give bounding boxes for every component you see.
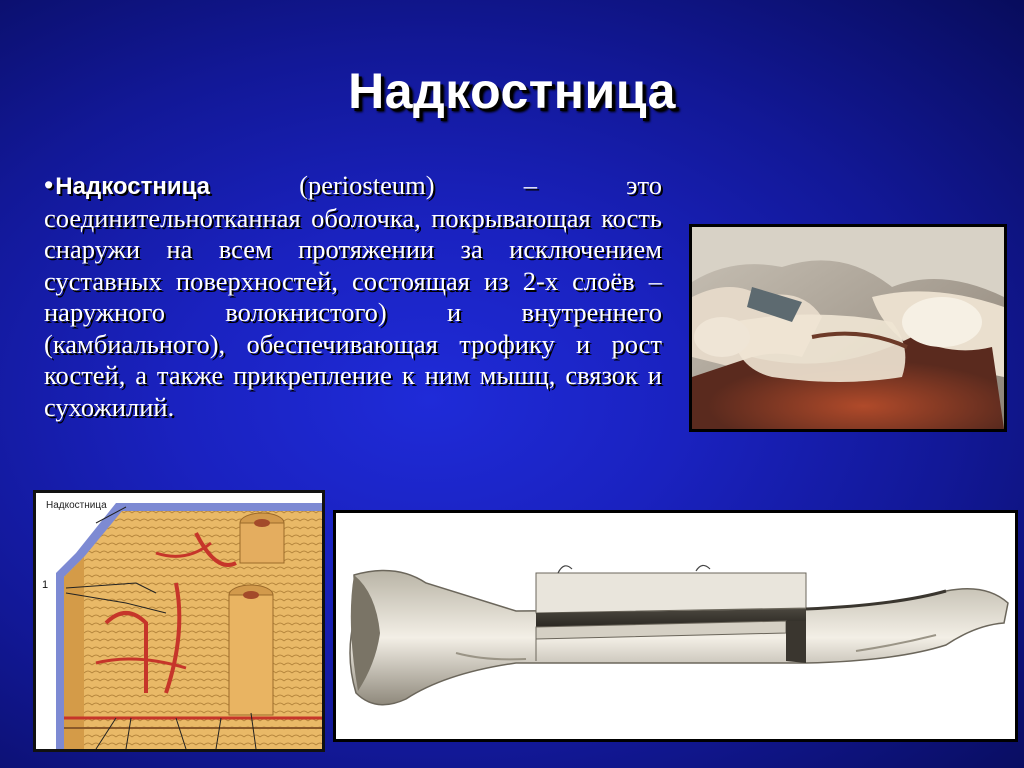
- definition-paragraph: [44, 170, 662, 423]
- bone-illustration: [333, 510, 1018, 742]
- surgery-photo-drawing: [692, 227, 1004, 429]
- periosteum-label: Надкостница: [46, 500, 107, 511]
- histology-drawing: [36, 493, 322, 749]
- bullet-body: (periosteum) – это соединительнотканная оболочка, покрывающая кость снаружи на всем протяжении за исключением суставных поверхностей, состоящая из 2-х слоёв – наружного волокнистого) и внутреннего (камбиального), обеспечивающая трофику и рост костей, а также прикрепление к ним мышц, связок и сухожилий.: [44, 170, 662, 422]
- histology-illustration: [33, 490, 325, 752]
- slide-title: Надкостница: [348, 63, 676, 119]
- figure-number-label: 1: [42, 579, 49, 591]
- bullet-term: Надкостница: [55, 173, 210, 200]
- bone-drawing: [336, 513, 1015, 739]
- bullet-marker: •: [44, 170, 54, 200]
- surgery-photo: [689, 224, 1007, 432]
